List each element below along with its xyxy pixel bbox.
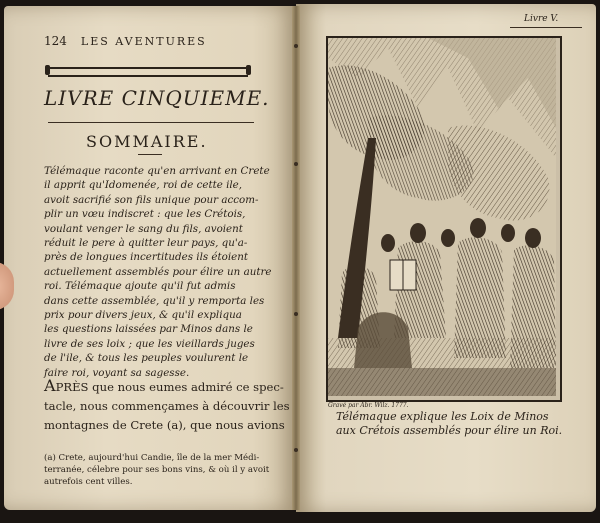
summary-line: actuellement assemblés pour élire un autre xyxy=(44,265,272,278)
summary-line: de l'ile, & tous les peuples voulurent le xyxy=(44,352,249,365)
caption-line: Télémaque explique les Loix de Minos xyxy=(336,410,549,423)
engraving-illustration xyxy=(326,36,562,402)
binding-stitch xyxy=(294,312,298,316)
caption-line: aux Crétois assemblés pour élire un Roi. xyxy=(336,424,563,437)
footnote-line: terranée, célebre pour ses bons vins, & où il y avoit xyxy=(44,465,270,475)
body-line-rest: PRÈS que nous eumes admiré ce spec- xyxy=(55,380,284,394)
header-rule xyxy=(510,27,582,28)
engraving-picture xyxy=(328,38,556,396)
summary-line: avoit sacrifié son fils unique pour accom- xyxy=(44,193,259,206)
binding-stitch xyxy=(294,162,298,166)
summary-line: dans cette assemblée, qu'il y remporta les xyxy=(44,294,265,307)
binding-stitch xyxy=(294,44,298,48)
body-line: montagnes de Crete (a), que nous avions xyxy=(44,418,285,432)
title-rule xyxy=(48,122,254,123)
summary-paragraph xyxy=(44,164,274,380)
summary-line: réduit le pere à quitter leur pays, qu'a- xyxy=(44,237,248,250)
summary-line: voulant venger le sang du fils, avoient xyxy=(44,222,243,235)
summary-line: plir un vœu indiscret : que les Crétois, xyxy=(44,208,246,221)
summary-line: il apprit qu'Idomenée, roi de cette ile, xyxy=(44,179,243,192)
summary-line: les questions laissées par Minos dans le xyxy=(44,323,253,336)
summary-line: faire roi, voyant sa sagesse. xyxy=(44,366,190,379)
engraving-caption xyxy=(336,410,576,438)
engraver-credit: Gravé par Abr. Wilz. 1777. xyxy=(328,402,409,409)
page-number: 124 xyxy=(44,34,67,48)
section-heading: SOMMAIRE. xyxy=(86,132,208,151)
footnote xyxy=(44,452,284,488)
summary-line: prix pour divers jeux, & qu'il expliqua xyxy=(44,309,242,322)
book-title: LIVRE CINQUIEME. xyxy=(44,86,270,110)
left-running-head xyxy=(44,34,207,48)
heading-rule xyxy=(138,154,162,155)
summary-line: Télémaque raconte qu'en arrivant en Crete xyxy=(44,165,270,177)
right-running-head: Livre V. xyxy=(524,14,559,24)
summary-line: livre de ses loix ; que les vieillards juges xyxy=(44,337,255,350)
footnote-line: (a) Crete, aujourd'hui Candie, île de la mer Médi- xyxy=(44,453,260,463)
summary-line: près de longues incertitudes ils étoient xyxy=(44,251,249,264)
running-head-title: LES AVENTURES xyxy=(80,35,207,48)
body-line: tacle, nous commençames à découvrir les xyxy=(44,399,290,413)
summary-line: roi. Télémaque ajoute qu'il fut admis xyxy=(44,280,236,293)
binding-stitch xyxy=(294,448,298,452)
body-paragraph xyxy=(44,376,290,435)
body-line xyxy=(44,376,284,397)
drop-cap: A xyxy=(44,376,56,395)
ornamental-rule xyxy=(48,67,248,77)
footnote-line: autrefois cent villes. xyxy=(44,477,133,487)
book-gutter xyxy=(292,6,300,510)
